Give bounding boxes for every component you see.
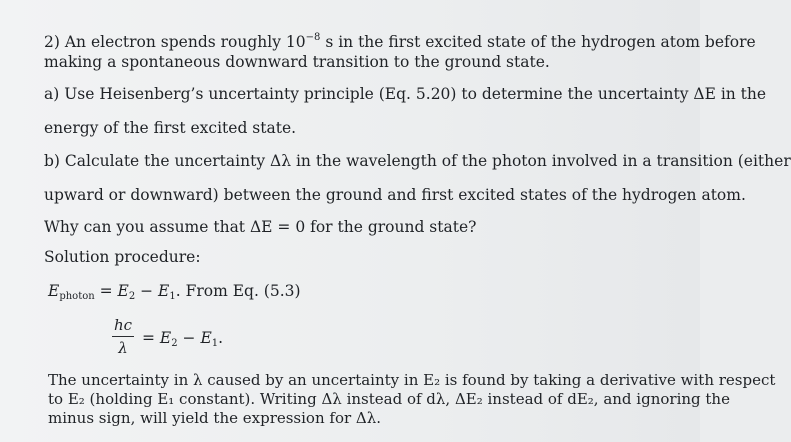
eq-text: . (218, 329, 224, 347)
eq-subscript: 1 (169, 291, 176, 302)
eq-subscript: 2 (128, 291, 136, 302)
part-b-line-3: Why can you assume that ΔE = 0 for the ground state? (44, 218, 477, 236)
equation-rhs (142, 329, 223, 349)
explanation-line-1: The uncertainty in λ caused by an uncertainty in E₂ is found by taking a derivative with respect (48, 371, 776, 389)
fraction-numerator: hc (113, 316, 133, 334)
eq-symbol: E (48, 282, 60, 300)
explanation-line-3: minus sign, will yield the expression for Δλ. (48, 409, 382, 427)
eq-symbol: − E (135, 282, 170, 300)
part-b-line-1: b) Calculate the uncertainty Δλ in the wavelength of the photon involved in a transition (either (44, 152, 791, 170)
part-a-line-1: a) Use Heisenberg’s uncertainty principle (Eq. 5.20) to determine the uncertainty ΔE in the (44, 85, 767, 103)
problem-text: s in the first excited state of the hydrogen atom before (320, 33, 756, 51)
problem-text: 2) An electron spends roughly 10 (44, 33, 306, 51)
fraction-hc-over-lambda (112, 316, 134, 357)
eq-symbol: = E (94, 282, 129, 300)
part-b-line-2: upward or downward) between the ground and first excited states of the hydrogen atom. (44, 186, 746, 204)
part-a-line-2: energy of the first excited state. (44, 119, 297, 137)
eq-symbol: − E (177, 329, 212, 347)
explanation-line-2: to E₂ (holding E₁ constant). Writing Δλ instead of dλ, ΔE₂ instead of dE₂, and ignoring the (48, 390, 730, 408)
fraction-denominator: λ (118, 339, 128, 357)
problem-line-1 (44, 32, 756, 51)
equation-photon-energy (48, 282, 301, 302)
eq-subscript: photon (59, 291, 95, 302)
fraction-bar (112, 336, 134, 337)
solution-heading: Solution procedure: (44, 248, 201, 266)
eq-subscript: 2 (171, 338, 178, 349)
exponent: −8 (305, 32, 321, 43)
problem-line-2: making a spontaneous downward transition to the ground state. (44, 53, 550, 71)
eq-subscript: 1 (211, 338, 219, 349)
eq-symbol: = E (142, 329, 172, 347)
eq-text: . From Eq. (5.3) (175, 282, 301, 300)
